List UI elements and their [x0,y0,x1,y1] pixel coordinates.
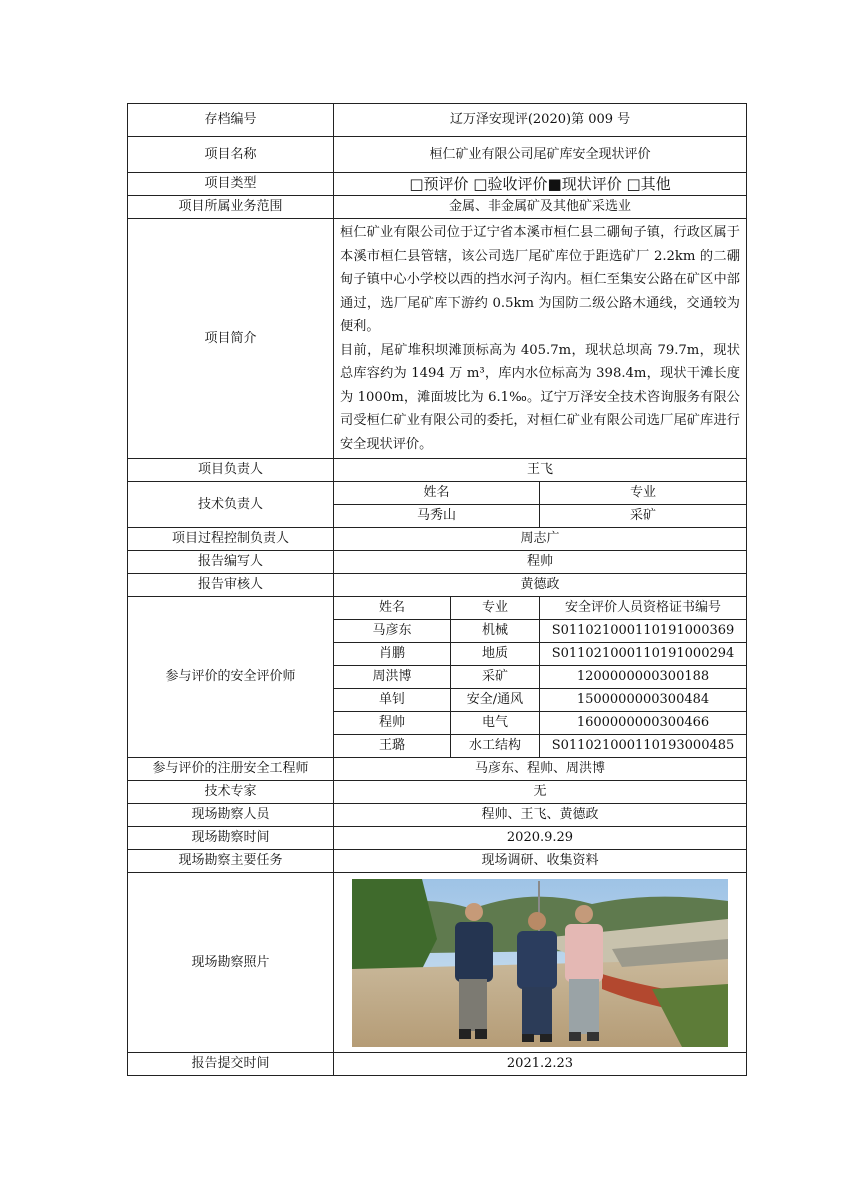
survey-staff-value: 程帅、王飞、黄德政 [334,804,747,827]
tech-leader-name: 马秀山 [334,505,540,528]
row-registered-engineers [128,758,747,781]
tech-leader-col-name: 姓名 [334,482,540,505]
checkbox-other: □ [626,175,641,193]
row-reviewer [128,574,747,597]
evaluators-label: 参与评价的安全评价师 [128,597,334,758]
project-leader-value: 王飞 [334,459,747,482]
writer-label: 报告编写人 [128,551,334,574]
row-survey-staff [128,804,747,827]
project-name-label: 项目名称 [128,137,334,173]
evaluator-name: 周洪博 [334,666,451,689]
row-intro [128,219,747,459]
reviewer-label: 报告审核人 [128,574,334,597]
tech-leader-major: 采矿 [540,505,747,528]
evaluator-major: 电气 [451,712,540,735]
survey-task-label: 现场勘察主要任务 [128,850,334,873]
row-tech-expert [128,781,747,804]
evaluator-name: 马彦东 [334,620,451,643]
row-project-leader [128,459,747,482]
row-process-leader [128,528,747,551]
process-leader-label: 项目过程控制负责人 [128,528,334,551]
writer-value: 程帅 [334,551,747,574]
survey-photo-cell [334,873,747,1053]
reviewer-value: 黄德政 [334,574,747,597]
archive-no-value: 辽万泽安现评(2020)第 009 号 [334,104,747,137]
checkbox-status-checked: ■ [547,175,562,193]
submit-time-value: 2021.2.23 [334,1053,747,1076]
process-leader-value: 周志广 [334,528,747,551]
evaluator-name: 王璐 [334,735,451,758]
row-survey-photo [128,873,747,1053]
option-status: 现状评价 [561,175,622,193]
evaluators-col-name: 姓名 [334,597,451,620]
evaluator-major: 机械 [451,620,540,643]
registered-engineers-value: 马彦东、程帅、周洪博 [334,758,747,781]
project-type-label: 项目类型 [128,173,334,196]
evaluator-cert: 1200000000300188 [540,666,747,689]
project-name-value: 桓仁矿业有限公司尾矿库安全现状评价 [334,137,747,173]
evaluator-name: 程帅 [334,712,451,735]
evaluator-cert: S011021000110191000294 [540,643,747,666]
intro-text [334,219,747,459]
evaluator-name: 单钊 [334,689,451,712]
registered-engineers-label: 参与评价的注册安全工程师 [128,758,334,781]
row-archive-no [128,104,747,137]
site-survey-photo [352,879,728,1047]
option-other: 其他 [640,175,671,193]
tech-leader-col-major: 专业 [540,482,747,505]
survey-time-value: 2020.9.29 [334,827,747,850]
row-project-name [128,137,747,173]
survey-staff-label: 现场勘察人员 [128,804,334,827]
evaluator-cert: S011021000110193000485 [540,735,747,758]
evaluator-major: 采矿 [451,666,540,689]
business-scope-value: 金属、非金属矿及其他矿采选业 [334,196,747,219]
row-survey-time [128,827,747,850]
evaluator-major: 水工结构 [451,735,540,758]
project-type-options [334,173,747,196]
option-preassessment: 预评价 [423,175,469,193]
evaluator-cert: 1500000000300484 [540,689,747,712]
survey-task-value: 现场调研、收集资料 [334,850,747,873]
evaluator-name: 肖鹏 [334,643,451,666]
survey-photo-label: 现场勘察照片 [128,873,334,1053]
survey-time-label: 现场勘察时间 [128,827,334,850]
site-photo-image [352,879,728,1047]
intro-label: 项目简介 [128,219,334,459]
evaluator-cert: 1600000000300466 [540,712,747,735]
checkbox-acceptance: □ [473,175,488,193]
tech-expert-value: 无 [334,781,747,804]
intro-paragraph-2: 目前，尾矿堆积坝滩顶标高为 405.7m，现状总坝高 79.7m，现状总库容约为 1494 万 m³，库内水位标高为 398.4m，现状干滩长度为 1000m，滩面坡比为 6.1‰。辽宁万泽安全技术咨询服务有限公司受桓仁矿业有限公司的委托，对桓仁矿业有限公司选厂尾矿库进行安全现状评价。 [340,342,740,452]
evaluator-major: 安全/通风 [451,689,540,712]
tech-expert-label: 技术专家 [128,781,334,804]
checkbox-preassessment: □ [409,175,424,193]
row-business-scope [128,196,747,219]
archive-no-label: 存档编号 [128,104,334,137]
row-tech-leader-header [128,482,747,505]
option-acceptance: 验收评价 [487,175,548,193]
evaluator-cert: S011021000110191000369 [540,620,747,643]
row-evaluators-header [128,597,747,620]
report-info-table [127,103,747,1076]
row-survey-task [128,850,747,873]
row-submit-time [128,1053,747,1076]
business-scope-label: 项目所属业务范围 [128,196,334,219]
intro-paragraph-1: 桓仁矿业有限公司位于辽宁省本溪市桓仁县二硼甸子镇，行政区属于本溪市桓仁县管辖，该公司选厂尾矿库位于距选矿厂 2.2km 的二硼甸子镇中心小学校以西的挡水河子沟内。桓仁至集安公路在矿区中部通过，选厂尾矿库下游约 0.5km 为国防二级公路木通线，交通较为便利。 [340,225,740,334]
evaluators-col-cert: 安全评价人员资格证书编号 [540,597,747,620]
evaluator-major: 地质 [451,643,540,666]
submit-time-label: 报告提交时间 [128,1053,334,1076]
row-writer [128,551,747,574]
tech-leader-label: 技术负责人 [128,482,334,528]
evaluators-col-major: 专业 [451,597,540,620]
row-project-type [128,173,747,196]
project-leader-label: 项目负责人 [128,459,334,482]
